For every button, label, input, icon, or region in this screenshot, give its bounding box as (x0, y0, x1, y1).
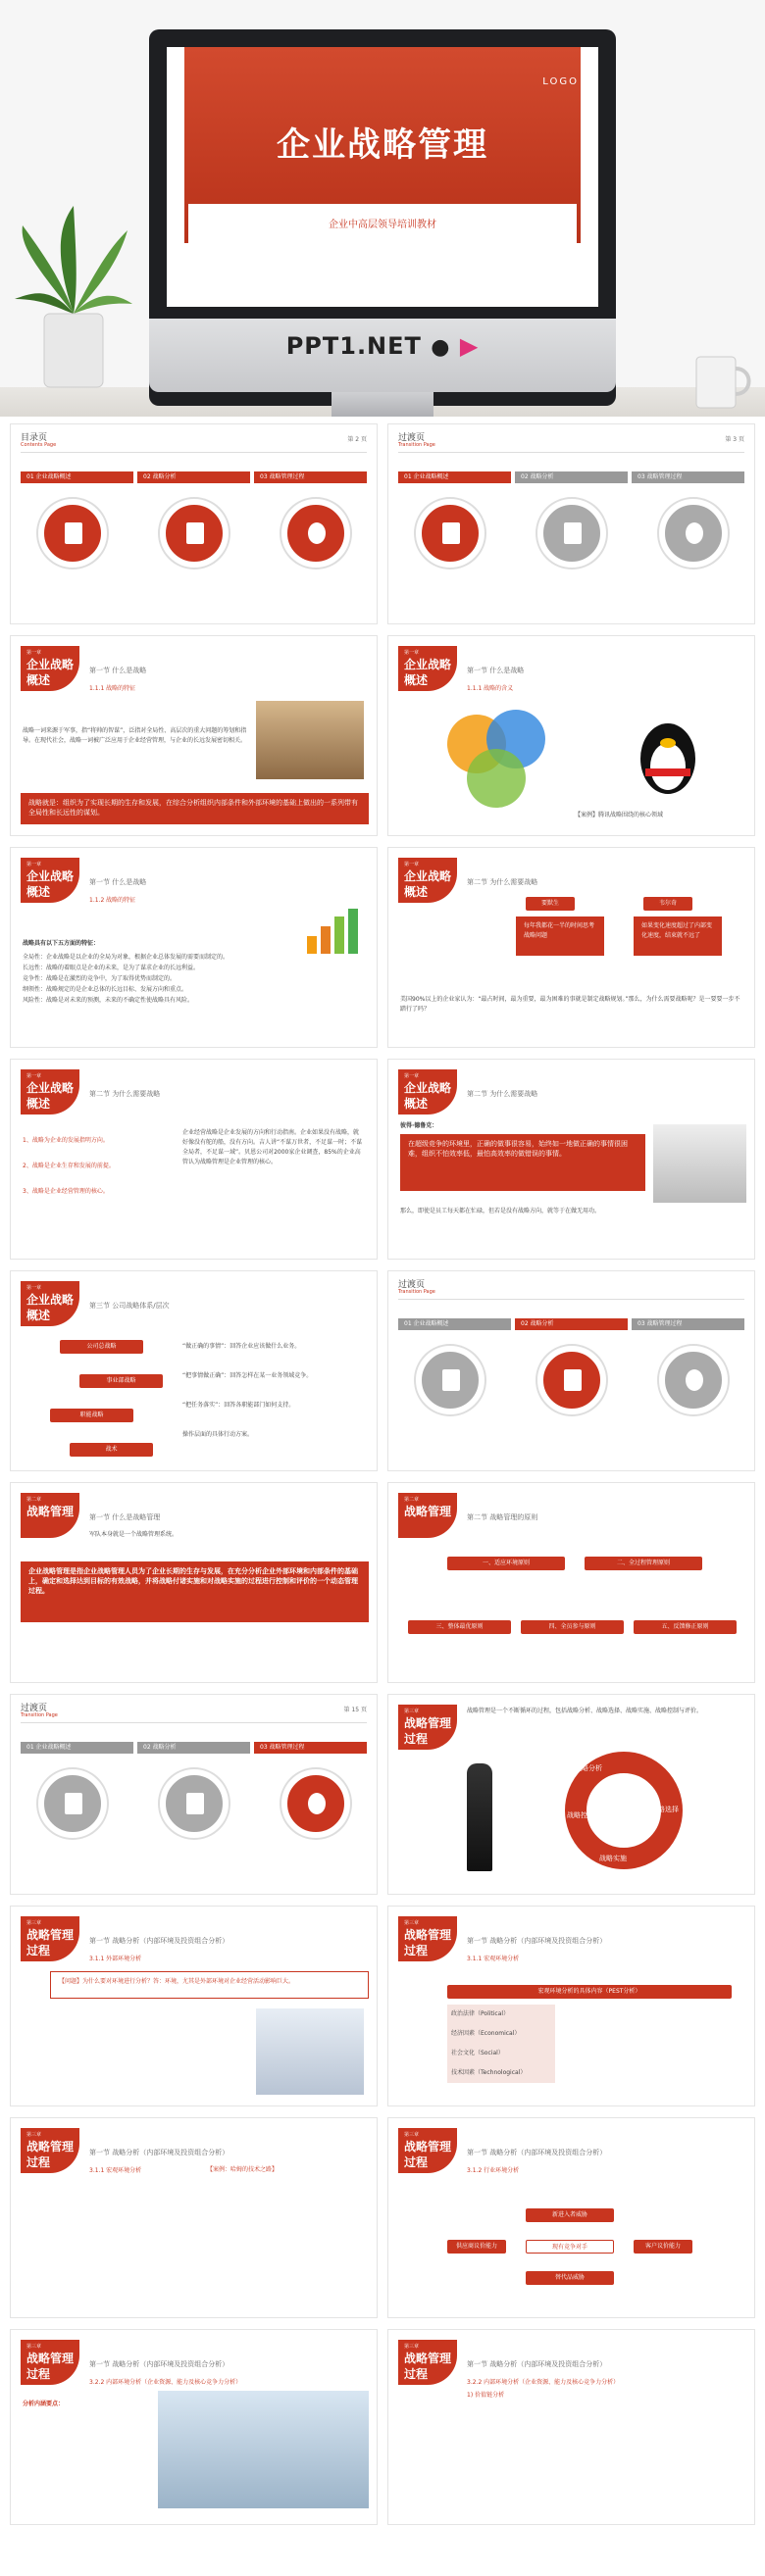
principle-card: 五、反馈修正原则 (634, 1620, 737, 1634)
section-title: 第三节 公司战略体系/层次 (89, 1302, 170, 1310)
slide-20 (387, 2117, 755, 2318)
section-title: 第一节 战略分析（内部环境及投资组合分析） (89, 1937, 230, 1945)
cycle-step: 战略分析 (575, 1764, 602, 1772)
brand-text: PPT1.NET ● ▶ (285, 332, 480, 360)
chapter-box: 第三章 战略管理过程 (398, 1705, 457, 1750)
slide-transition-3 (10, 1694, 378, 1895)
subsection-title: 1.1.1 战略的含义 (467, 685, 514, 692)
slide-8 (387, 847, 755, 1048)
feature-list (23, 952, 366, 1006)
principle-card: 四、全员参与原则 (521, 1620, 624, 1634)
tab-1: 01 企业战略概述 (21, 471, 133, 483)
feature-item: 风险性：战略是对未来的预测，未来的不确定性使战略具有风险。 (23, 997, 194, 1004)
plant-icon (15, 206, 132, 392)
subsection-title: 3.1.1 宏观环境分析 (89, 2167, 142, 2174)
body-text: 企业经营战略是企业发展的方向和行动指南。企业如果没有战略，就好像没有舵的船，没有方向。吉人讲“不谋万世者，不足谋一时；不谋全局者，不足谋一域”。贝恩公司对2000家企业调查，85%的企业高管认为战略管理是企业管理的核心。 (182, 1129, 363, 1165)
cycle-step: 战略实施 (599, 1855, 627, 1862)
slide-7 (10, 847, 378, 1048)
slide-title: 过渡页 (21, 1704, 48, 1713)
handshake-photo (158, 2391, 369, 2508)
chapter-box: 第三章 战略管理过程 (398, 2128, 457, 2173)
body-text: 军队本身就是一个战略管理系统。 (89, 1531, 178, 1538)
footprint-icon (659, 1346, 728, 1414)
tab-3: 03 战略管理过程 (632, 1318, 744, 1330)
cycle-step: 战略控制 (567, 1811, 594, 1819)
reason-item: 3、战略是企业经营管理的核心。 (23, 1188, 109, 1195)
section-title: 第二节 为什么需要战略 (467, 1090, 538, 1098)
chapter-box: 第一章 企业战略概述 (398, 646, 457, 691)
slide-en: Transition Page (398, 442, 435, 448)
bar-growth-icon (305, 907, 364, 956)
principle-card: 一、适应环境原则 (447, 1557, 565, 1570)
businessman-photo (256, 2008, 364, 2095)
definition-stripe: 战略就是：组织为了实现长期的生存和发展，在综合分析组织内部条件和外部环境的基础上做出的一系列带有全局性和长远性的谋划。 (21, 793, 369, 824)
tab-2: 02 战略分析 (137, 471, 250, 483)
pest-table-title: 宏观环境分析的具体内容（PEST分析） (447, 1985, 732, 1999)
pest-row: 社会文化（Social） (451, 2050, 504, 2056)
section-title: 第一节 战略分析（内部环境及投资组合分析） (467, 2360, 607, 2368)
case-tag: 【案例：哈姆的技术之路】 (207, 2166, 279, 2173)
notepad-icon (160, 499, 229, 568)
slide-9 (10, 1059, 378, 1260)
section-title: 第一节 什么是战略管理 (89, 1513, 161, 1521)
quote-1: 每年我都花一半的时间思考战略问题 (516, 916, 604, 956)
section-title: 第一节 战略分析（内部环境及投资组合分析） (89, 2360, 230, 2368)
level-note: “做正确的事情”：回答企业应该做什么业务。 (182, 1343, 301, 1350)
force-box: 客户议价能力 (634, 2240, 692, 2254)
monitor-screen (167, 47, 598, 307)
case-caption: 【案例】腾讯战略围绕的核心领域 (575, 812, 664, 818)
qq-penguin-icon (634, 710, 702, 798)
feature-item: 全局性：企业战略是以企业的全局为对象，根据企业总体发展的需要而制定的。 (23, 954, 230, 961)
pest-row: 政治法律（Political） (451, 2010, 510, 2017)
principle-card: 二、全过程管理原则 (585, 1557, 702, 1570)
tab-3: 03 战略管理过程 (254, 1742, 367, 1754)
level-2: 事业部战略 (79, 1374, 163, 1388)
chapter-box: 第二章 战略管理 (398, 1493, 457, 1538)
slide-en: Transition Page (21, 1712, 58, 1718)
features-head: 战略具有以下五方面的特征： (23, 940, 100, 947)
question-box: 【问题】为什么要对环境进行分析？答：环境，尤其是外部环境对企业经营活动影响巨大。 (50, 1971, 369, 1999)
chapter-box: 第三章 战略管理过程 (21, 2340, 79, 2385)
chapter-box: 第一章 企业战略概述 (398, 858, 457, 903)
subsection-title: 3.2.2 内部环境分析（企业资源、能力及核心竞争力分析） (467, 2379, 620, 2386)
body-text: 战略一词来源于军事，指“将帅的智谋”，泛指对全局性、高层次的重大问题的筹划和指导。在现代社会，战略一词被广泛应用于企业经营管理，与企业的长远发展密切相关。 (23, 727, 247, 744)
chapter-box: 第三章 战略管理过程 (398, 2340, 457, 2385)
slide-18 (387, 1906, 755, 2106)
slide-en: Contents Page (21, 442, 57, 448)
tab-1: 01 企业战略概述 (398, 1318, 511, 1330)
tab-2: 02 战略分析 (515, 1318, 628, 1330)
reason-item: 2、战略是企业生存和发展的前提。 (23, 1163, 115, 1169)
imac-monitor (149, 29, 616, 406)
level-note: “把事情做正确”：回答怎样在某一业务领域竞争。 (182, 1372, 313, 1379)
slide-6 (387, 635, 755, 836)
chapter-box: 第一章 企业战略概述 (21, 858, 79, 903)
monitor-chin (149, 319, 616, 392)
chapter-box: 第一章 企业战略概述 (21, 646, 79, 691)
chapter-box: 第一章 企业战略概述 (21, 1281, 79, 1326)
subsection-title: 3.2.2 内部环境分析（企业资源、能力及核心竞争力分析） (89, 2379, 242, 2386)
page-number: 第 3 页 (725, 436, 744, 443)
feature-item: 竞争性：战略是在激烈的竞争中，为了取得优势而制定的。 (23, 975, 177, 982)
principle-card: 三、整体最优原则 (408, 1620, 511, 1634)
section-title: 第一节 什么是战略 (467, 667, 525, 674)
level-note: “把任务落实”：回答各职能部门如何支持。 (182, 1402, 295, 1409)
subsection-title: 1.1.2 战略的特征 (89, 897, 136, 904)
cover-logo: LOGO (542, 76, 579, 87)
pest-row: 技术因素（Technological） (451, 2069, 527, 2076)
cover-white-panel (188, 204, 577, 272)
quote-stripe: 在超级竞争的环境里，正确的做事很容易，始终如一地做正确的事情很困难，组织不怕效率低，最怕高效率的做错误的事情。 (400, 1134, 645, 1191)
section-title: 第一节 什么是战略 (89, 667, 147, 674)
analysis-head: 分析内涵要点： (23, 2401, 65, 2407)
section-title: 第一节 战略分析（内部环境及投资组合分析） (467, 2149, 607, 2156)
force-box: 供应商议价能力 (447, 2240, 506, 2254)
cover-title: 企业战略管理 (277, 125, 488, 165)
tab-2: 02 战略分析 (137, 1742, 250, 1754)
coffee-mug-icon (692, 353, 753, 410)
portrait-photo (653, 1124, 746, 1203)
chapter-box: 第三章 战略管理过程 (21, 2128, 79, 2173)
value-chain-tag: 1) 价值链分析 (467, 2392, 505, 2399)
feature-item: 纲领性：战略规定的是企业总体的长远目标、发展方向和重点。 (23, 986, 188, 993)
slide-transition-1 (387, 423, 755, 624)
chapter-box: 第三章 战略管理过程 (21, 1916, 79, 1961)
section-title: 第一节 战略分析（内部环境及投资组合分析） (467, 1937, 607, 1945)
play-logo-icon: ▶ (459, 332, 480, 360)
section-title: 第一节 战略分析（内部环境及投资组合分析） (89, 2149, 230, 2156)
apple-icon: ● (431, 335, 451, 360)
person-name-1: 要默生 (526, 897, 575, 911)
footprint-icon (281, 1769, 350, 1838)
footprint-icon (659, 499, 728, 568)
notepad-icon (160, 1769, 229, 1838)
subsection-title: 1.1.1 战略的特征 (89, 685, 136, 692)
notepad-icon (537, 499, 606, 568)
chapter-box: 第三章 战略管理过程 (398, 1916, 457, 1961)
tab-3: 03 战略管理过程 (632, 471, 744, 483)
tab-2: 02 战略分析 (515, 471, 628, 483)
level-note: 操作层面的具体行动方案。 (182, 1431, 254, 1438)
quote-author: 彼得·德鲁克： (400, 1122, 438, 1129)
definition-stripe: 企业战略管理是指企业战略管理人员为了企业长期的生存与发展，在充分分析企业外部环境和内部条件的基础上，确定和选择达到目标的有效战略，并将战略付诸实施和对战略实施的过程进行控制和评价的一个动态管理过程。 (21, 1561, 369, 1622)
force-box: 新进入者威胁 (526, 2208, 614, 2222)
slide-17 (10, 1906, 378, 2106)
slide-en: Transition Page (398, 1289, 435, 1295)
page-number: 第 2 页 (347, 436, 367, 443)
tab-1: 01 企业战略概述 (398, 471, 511, 483)
slide-5 (10, 635, 378, 836)
force-box: 替代品威胁 (526, 2271, 614, 2285)
slide-toc (10, 423, 378, 624)
feature-item: 长远性：战略的着眼点是企业的未来，是为了谋求企业的长远利益。 (23, 965, 200, 971)
level-1: 公司总战略 (60, 1340, 143, 1354)
body-text: 那么，即使是员工每天都在忙碌，但若是没有战略方向，就等于在做无用功。 (400, 1208, 601, 1214)
slide-16 (387, 1694, 755, 1895)
slide-transition-2 (387, 1270, 755, 1471)
slide-10 (387, 1059, 755, 1260)
photo-meeting (256, 701, 364, 779)
section-title: 第二节 为什么需要战略 (467, 878, 538, 886)
level-3: 职能战略 (50, 1409, 133, 1422)
notepad-icon (537, 1346, 606, 1414)
section-title: 第二节 战略管理的原则 (467, 1513, 538, 1521)
footprint-icon (281, 499, 350, 568)
section-title: 第一节 什么是战略 (89, 878, 147, 886)
businessman-figure (467, 1763, 492, 1871)
document-icon (416, 499, 484, 568)
pest-row: 经济因素（Economical） (451, 2030, 521, 2037)
slide-13 (10, 1482, 378, 1683)
slide-title: 目录页 (21, 433, 48, 443)
reason-item: 1、战略为企业的发展指明方向。 (23, 1137, 109, 1144)
slide-22 (387, 2329, 755, 2525)
cover-subtitle: 企业中高层领导培训教材 (329, 220, 436, 230)
document-icon (38, 1769, 107, 1838)
section-title: 第二节 为什么需要战略 (89, 1090, 161, 1098)
subsection-title: 3.1.1 外部环境分析 (89, 1956, 142, 1962)
subsection-title: 3.1.2 行业环境分析 (467, 2167, 520, 2174)
slide-19 (10, 2117, 378, 2318)
level-4: 战术 (70, 1443, 153, 1457)
force-box: 现有竞争对手 (526, 2240, 614, 2254)
person-name-2: 韦尔奇 (643, 897, 692, 911)
body-text: 美国90%以上的企业家认为：“最占时间，最为重要，最为困难的事就是制定战略规划。”那么，为什么需要战略呢？是一要要一步不踏行了吗？ (400, 996, 740, 1013)
slide-21 (10, 2329, 378, 2525)
monitor-stand (332, 392, 434, 417)
reason-list (23, 1128, 170, 1205)
slide-title: 过渡页 (398, 433, 426, 443)
tab-1: 01 企业战略概述 (21, 1742, 133, 1754)
body-text: 战略管理是一个不断循环的过程，包括战略分析、战略选择、战略实施、战略控制与评价。 (467, 1708, 703, 1714)
chapter-box: 第二章 战略管理 (21, 1493, 79, 1538)
pest-rows (447, 2005, 555, 2083)
subsection-title: 3.1.1 宏观环境分析 (467, 1956, 520, 1962)
document-icon (38, 499, 107, 568)
slide-title: 过渡页 (398, 1280, 426, 1290)
chapter-box: 第一章 企业战略概述 (398, 1069, 457, 1115)
document-icon (416, 1346, 484, 1414)
slide-11 (10, 1270, 378, 1471)
hero-cover (0, 0, 765, 417)
tab-3: 03 战略管理过程 (254, 471, 367, 483)
level-notes (182, 1332, 369, 1450)
page-number: 第 15 页 (343, 1707, 367, 1713)
chapter-box: 第一章 企业战略概述 (21, 1069, 79, 1115)
slide-14 (387, 1482, 755, 1683)
quote-2: 如果变化速度超过了内部变化速度，结束就不远了 (634, 916, 722, 956)
venn-circle-green (467, 749, 526, 808)
cycle-step: 战略选择 (651, 1806, 679, 1813)
